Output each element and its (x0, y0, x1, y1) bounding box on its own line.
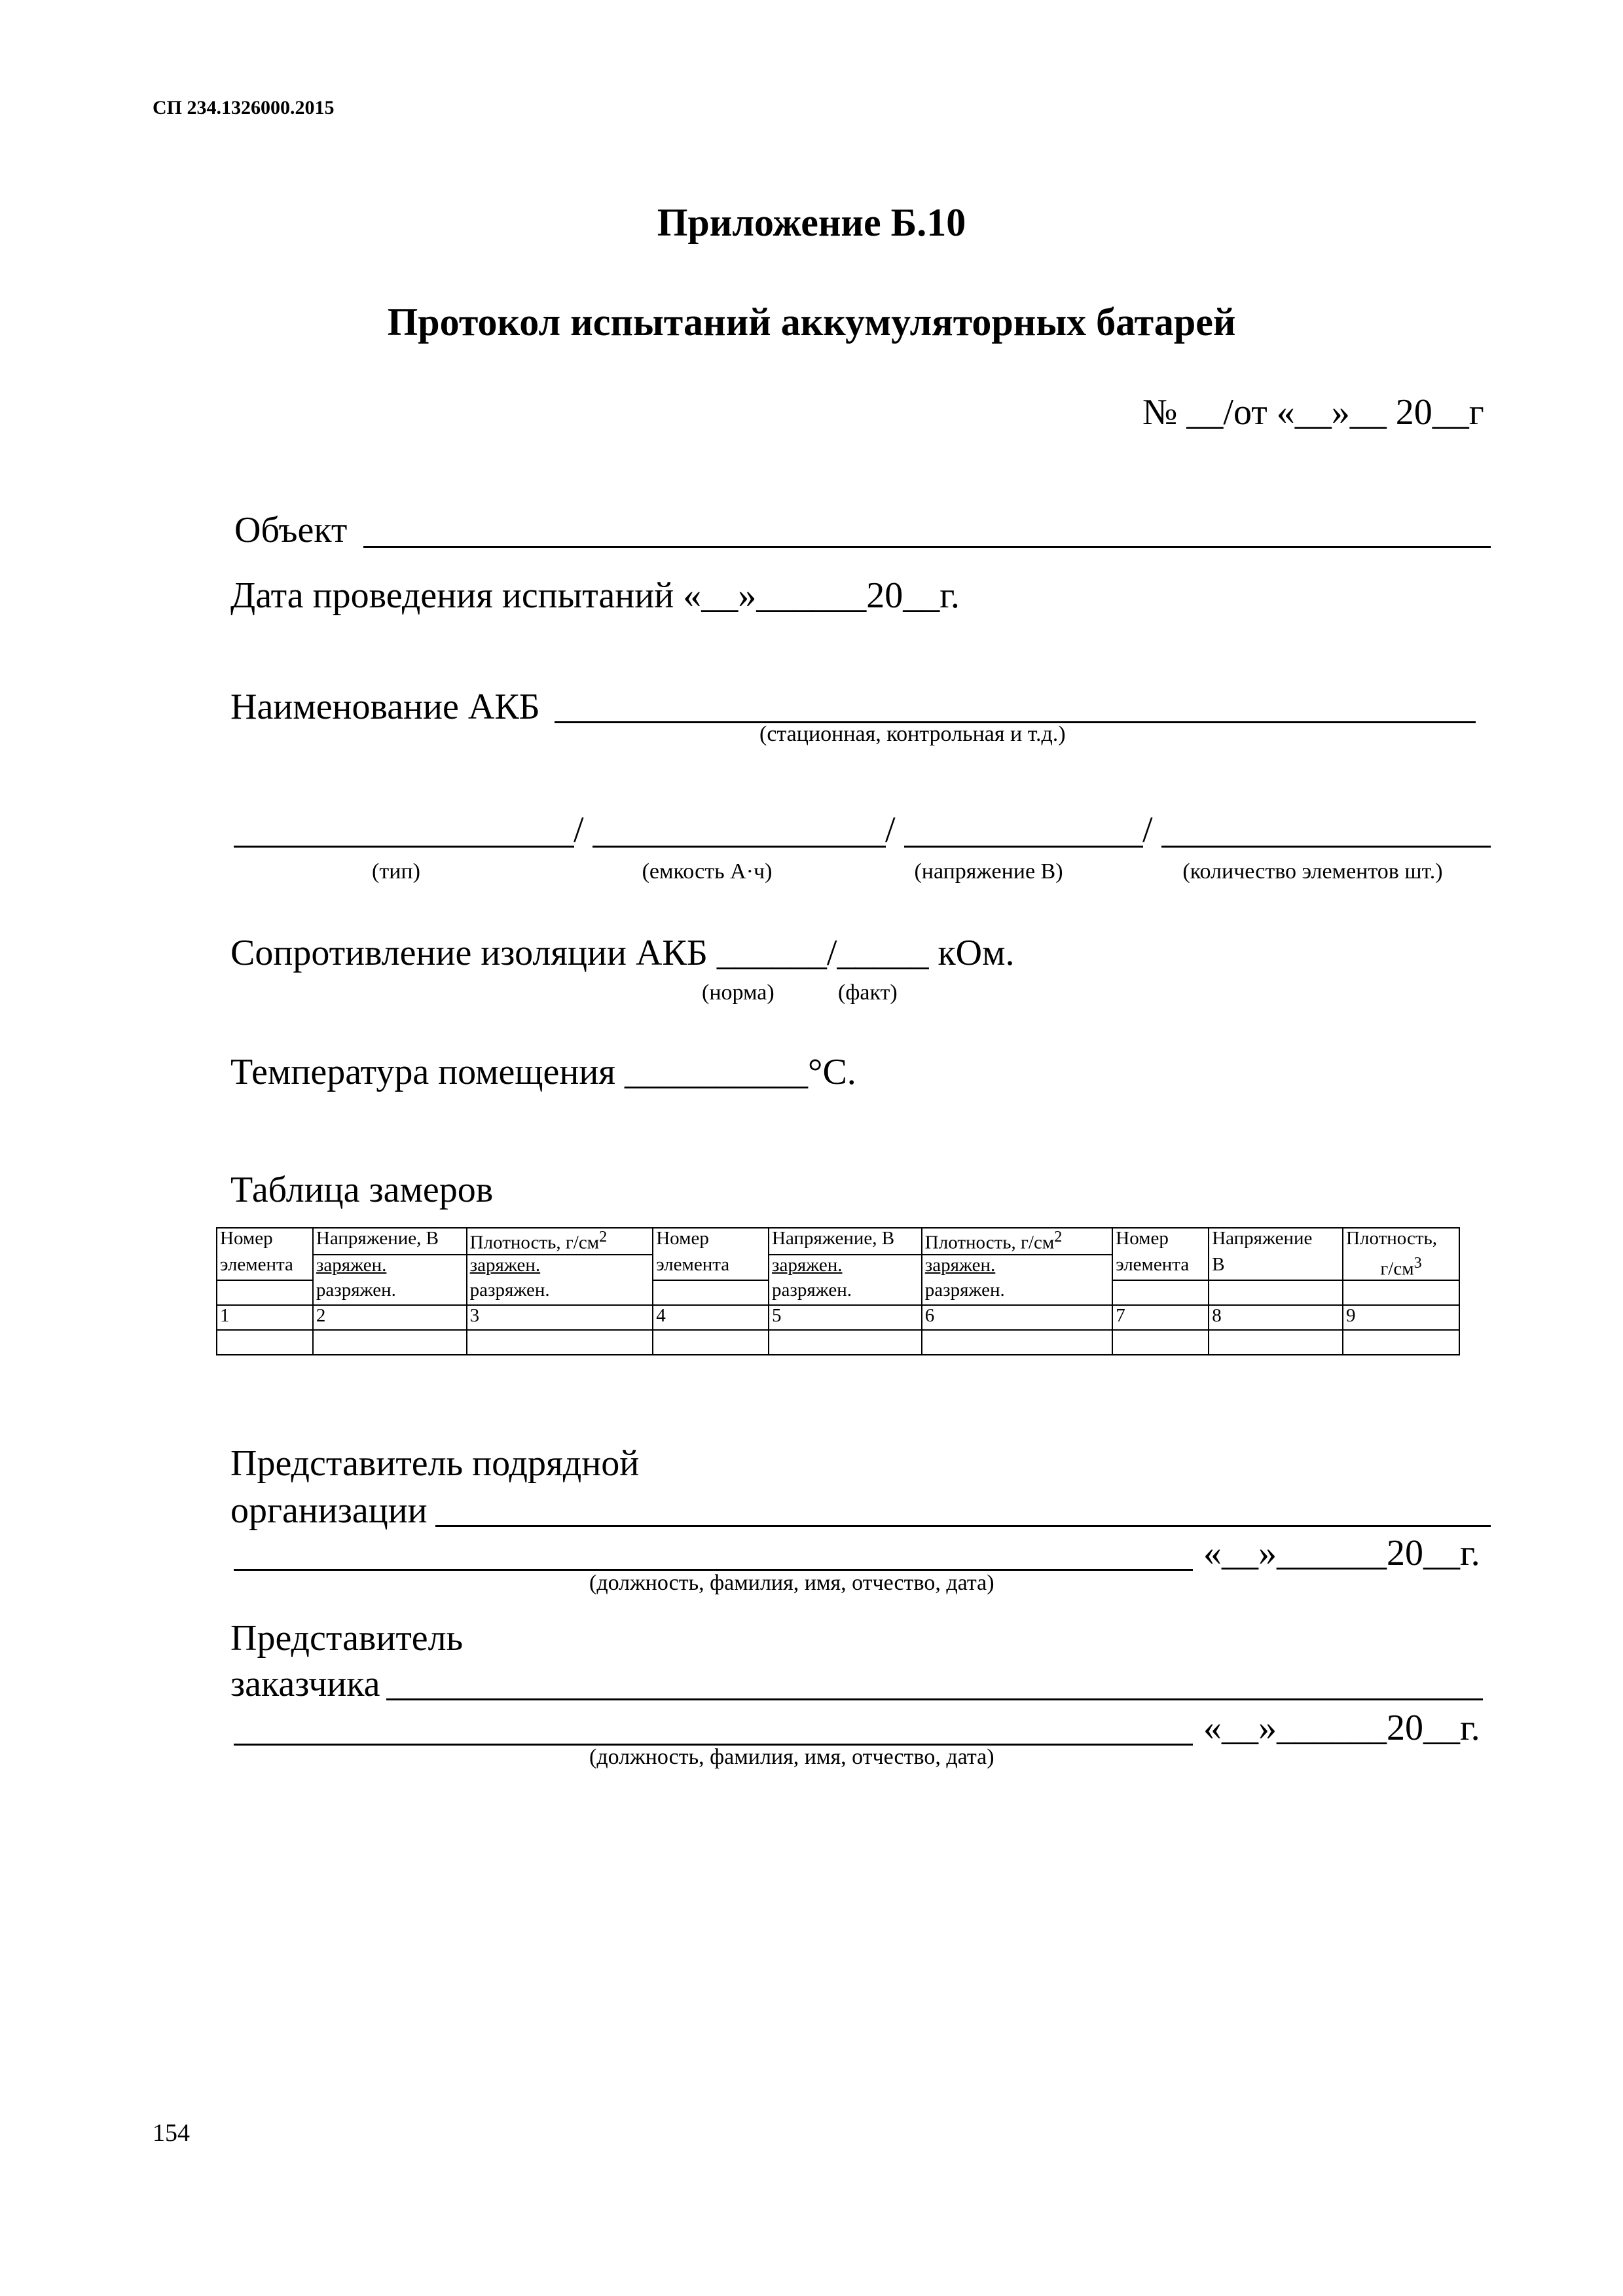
column-number: 4 (653, 1305, 769, 1330)
measurement-table (216, 1227, 1460, 1355)
count-hint: (количество элементов шт.) (1182, 859, 1443, 884)
charged-subheader: заряжен. (922, 1255, 1113, 1281)
table-cell (217, 1280, 313, 1305)
contractor-label: Представитель подрядной (230, 1443, 640, 1484)
voltage-header: Напряжение, В (769, 1228, 922, 1255)
customer-date-field[interactable]: «__»______20__г. (1203, 1708, 1480, 1748)
density-header: Плотность, $г/см^2$ (467, 1228, 653, 1255)
charged-subheader: заряжен. (313, 1255, 467, 1281)
voltage-plain-header: Напряжение (1209, 1228, 1343, 1255)
protocol-title: Протокол испытаний аккумуляторных батарей (387, 300, 1236, 344)
column-number-row (217, 1305, 1459, 1330)
element-number-header-line2: элемента (1112, 1255, 1209, 1281)
density-plain-header: Плотность, (1343, 1228, 1459, 1255)
density-plain-header-line2: $г/см^3$ (1343, 1255, 1459, 1281)
norm-hint: (норма) (702, 980, 775, 1005)
type-hint: (тип) (372, 859, 420, 884)
density-header: Плотность, $г/см^2$ (922, 1228, 1113, 1255)
table-input-cell[interactable] (1209, 1330, 1343, 1355)
protocol-number-field[interactable]: № __/от «__»__ 20__г (1142, 392, 1484, 433)
object-field[interactable] (363, 546, 1491, 548)
column-number: 2 (313, 1305, 467, 1330)
column-number: 9 (1343, 1305, 1459, 1330)
voltage-header: Напряжение, В (313, 1228, 467, 1255)
element-number-header: Номер (653, 1228, 769, 1255)
voltage-plain-header-line2: В (1209, 1255, 1343, 1281)
table-input-cell[interactable] (313, 1330, 467, 1355)
table-title: Таблица замеров (230, 1170, 494, 1210)
customer-org-field[interactable] (386, 1698, 1483, 1700)
capacity-hint: (емкость А·ч) (642, 859, 773, 884)
akb-type-field[interactable] (234, 846, 574, 848)
akb-capacity-field[interactable] (593, 846, 886, 848)
column-number: 7 (1112, 1305, 1209, 1330)
element-number-header-line2: элемента (653, 1255, 769, 1281)
charged-subheader: заряжен. (467, 1255, 653, 1281)
table-input-cell[interactable] (1343, 1330, 1459, 1355)
table-input-cell[interactable] (653, 1330, 769, 1355)
contractor-date-field[interactable]: «__»______20__г. (1203, 1533, 1480, 1573)
separator-slash: / (1142, 810, 1153, 850)
table-cell (1112, 1280, 1209, 1305)
room-temperature-field[interactable]: Температура помещения __________°С. (230, 1052, 856, 1092)
element-number-header: Номер (217, 1228, 313, 1255)
standard-code: СП 234.1326000.2015 (153, 97, 335, 118)
column-number: 1 (217, 1305, 313, 1330)
appendix-title: Приложение Б.10 (657, 201, 966, 244)
element-number-header-line2: элемента (217, 1255, 313, 1281)
table-cell (1209, 1280, 1343, 1305)
contractor-org-field[interactable] (435, 1525, 1491, 1527)
table-input-cell[interactable] (1112, 1330, 1209, 1355)
separator-slash: / (885, 810, 896, 850)
charged-subheader: заряжен. (769, 1255, 922, 1281)
empty-data-row (217, 1330, 1459, 1355)
customer-person-hint: (должность, фамилия, имя, отчество, дата) (589, 1745, 994, 1769)
table-input-cell[interactable] (467, 1330, 653, 1355)
object-label: Объект (234, 510, 348, 550)
akb-name-label: Наименование АКБ (230, 687, 540, 727)
contractor-person-hint: (должность, фамилия, имя, отчество, дата) (589, 1571, 994, 1595)
table-cell (653, 1280, 769, 1305)
akb-count-field[interactable] (1161, 846, 1491, 848)
test-date-field[interactable]: Дата проведения испытаний «__»______20__г. (230, 575, 960, 616)
contractor-label-line2: организации (230, 1490, 428, 1531)
akb-name-hint: (стационная, контрольная и т.д.) (759, 722, 1066, 746)
column-number: 3 (467, 1305, 653, 1330)
table-input-cell[interactable] (922, 1330, 1113, 1355)
table-cell (1343, 1280, 1459, 1305)
discharged-subheader: разряжен. (922, 1280, 1113, 1305)
discharged-subheader: разряжен. (769, 1280, 922, 1305)
separator-slash: / (574, 810, 584, 850)
insulation-resistance-field[interactable]: Сопротивление изоляции АКБ ______/_____ кОм. (230, 933, 1015, 973)
element-number-header: Номер (1112, 1228, 1209, 1255)
column-number: 6 (922, 1305, 1113, 1330)
discharged-subheader: разряжен. (313, 1280, 467, 1305)
table-input-cell[interactable] (217, 1330, 313, 1355)
column-number: 5 (769, 1305, 922, 1330)
akb-voltage-field[interactable] (904, 846, 1143, 848)
column-number: 8 (1209, 1305, 1343, 1330)
customer-label-line2: заказчика (230, 1664, 380, 1704)
customer-label: Представитель (230, 1618, 464, 1659)
page-number: 154 (153, 2119, 190, 2147)
voltage-hint: (напряжение В) (914, 859, 1063, 884)
table-input-cell[interactable] (769, 1330, 922, 1355)
discharged-subheader: разряжен. (467, 1280, 653, 1305)
fact-hint: (факт) (838, 980, 898, 1005)
